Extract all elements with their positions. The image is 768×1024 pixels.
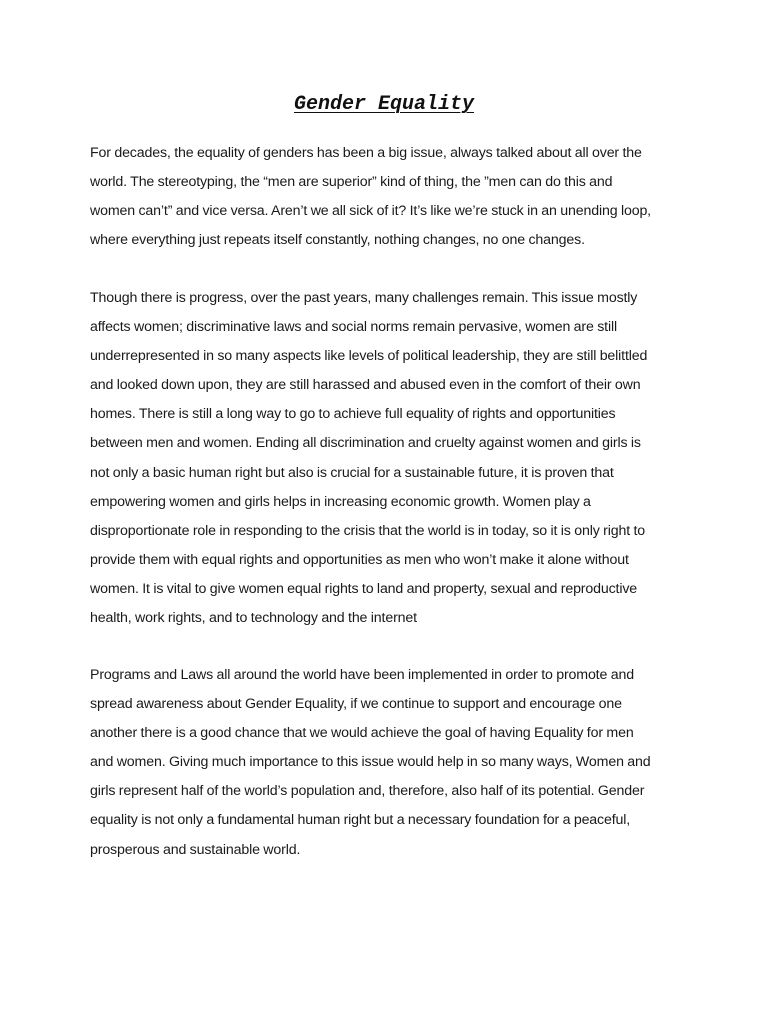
paragraph-line: health, work rights, and to technology and the internet [90,610,417,627]
document-title-text: Gender Equality [293,93,475,116]
document-title [0,92,768,118]
paragraph-line: Programs and Laws all around the world have been implemented in order to promote and [90,667,634,683]
paragraph-line: provide them with equal rights and opportunities as men who won’t make it alone without [90,551,629,568]
paragraph-line: For decades, the equality of genders has been a big issue, always talked about all over the [90,145,642,161]
paragraph-line: not only a basic human right but also is crucial for a sustainable future, it is proven that [90,464,614,481]
paragraph-line: where everything just repeats itself constantly, nothing changes, no one changes. [90,232,585,249]
paragraph-line: homes. There is still a long way to go to achieve full equality of rights and opportunities [90,406,616,423]
paragraph-line: spread awareness about Gender Equality, if we continue to support and encourage one [90,696,622,713]
paragraph-line: underrepresented in so many aspects like levels of political leadership, they are still belittled [90,348,648,365]
paragraph-line: between men and women. Ending all discrimination and cruelty against women and girls is [90,435,641,452]
paragraph-line: disproportionate role in responding to the crisis that the world is in today, so it is only right to [90,522,646,539]
paragraph-line: Though there is progress, over the past years, many challenges remain. This issue mostly [90,290,638,306]
paragraph-line: women. It is vital to give women equal rights to land and property, sexual and reproductive [90,580,638,597]
paragraph-line: prosperous and sustainable world. [90,841,301,858]
paragraph-line: women can’t” and vice versa. Aren’t we all sick of it? It’s like we’re stuck in an unending loop, [90,203,651,220]
paragraph-line: equality is not only a fundamental human right but a necessary foundation for a peaceful, [90,812,631,829]
paragraph-line: another there is a good chance that we would achieve the goal of having Equality for men [90,725,634,742]
paragraph-2 [90,284,690,633]
paragraph-line: and looked down upon, they are still harassed and abused even in the comfort of their own [90,377,641,394]
paragraph-line: and women. Giving much importance to this issue would help in so many ways, Women and [90,754,651,771]
paragraph-line: world. The stereotyping, the “men are superior” kind of thing, the ”men can do this and [90,174,613,191]
paragraph-line: affects women; discriminative laws and social norms remain pervasive, women are still [90,319,617,336]
paragraph-1 [90,139,690,255]
paragraph-3 [90,661,690,865]
paragraph-line: empowering women and girls helps in increasing economic growth. Women play a [90,493,591,510]
paragraph-line: girls represent half of the world’s population and, therefore, also half of its potential. Gender [90,783,645,800]
